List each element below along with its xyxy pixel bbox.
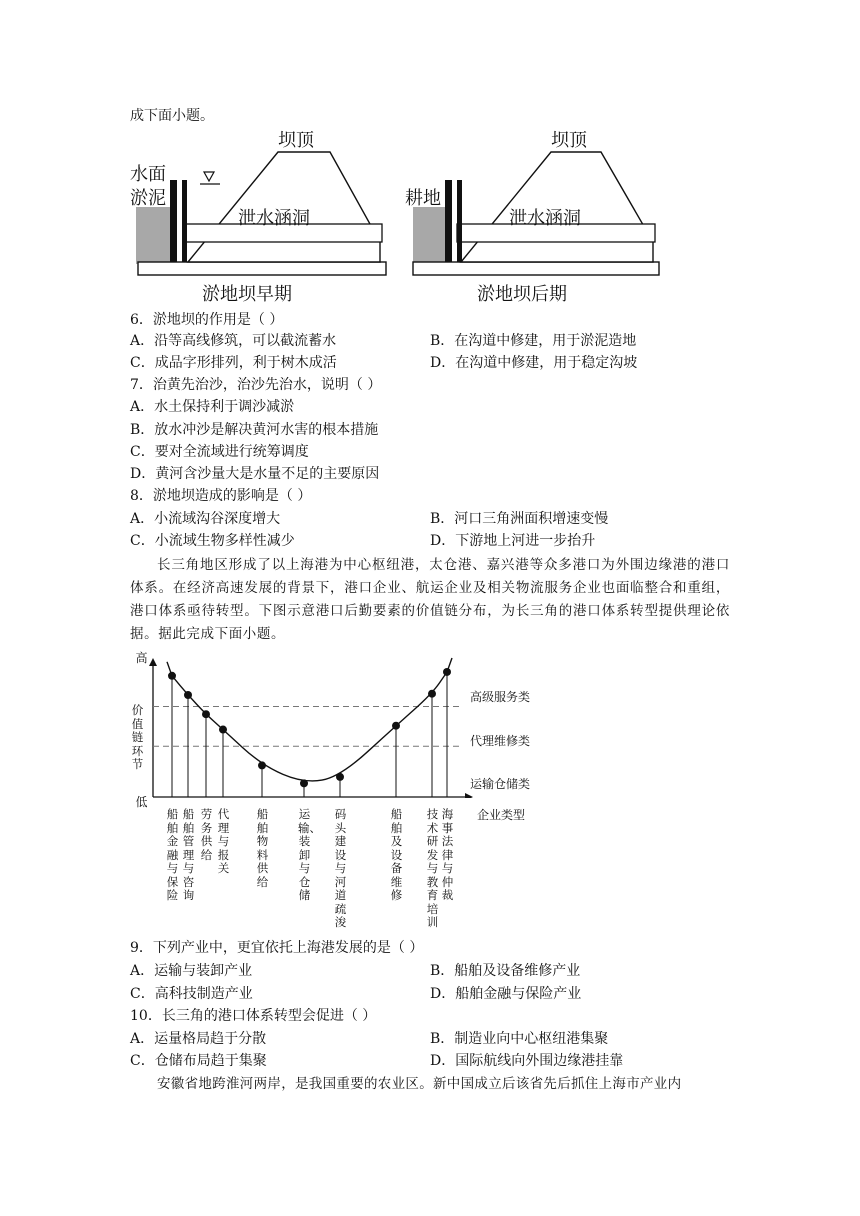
- category-label-1: 船舶管理与咨询: [182, 807, 195, 902]
- q8-option-c: C．小流域生物多样性减少: [130, 533, 295, 549]
- y-axis-low-label: 低: [135, 795, 148, 809]
- water-surface-label: 水面: [130, 164, 166, 185]
- q10-option-c: C．仓储布局趋于集聚: [130, 1053, 267, 1069]
- value-curve: [167, 658, 452, 781]
- q10-stem: 10．长三角的港口体系转型会促进（ ）: [130, 1008, 377, 1024]
- category-label-0: 船舶金融与保险: [166, 807, 179, 902]
- category-label-8: 技术研发与教育培训: [426, 807, 439, 929]
- y-axis-arrow: [149, 658, 157, 666]
- q6-stem: 6．淤地坝的作用是（ ）: [130, 312, 284, 328]
- category-label-6: 码头建设与河道疏浚: [334, 807, 347, 929]
- data-point-3: [219, 726, 227, 734]
- q9-option-d: D．船舶金融与保险产业: [430, 986, 582, 1002]
- data-point-1: [184, 691, 192, 699]
- data-point-4: [258, 761, 266, 769]
- farmland-label: 耕地: [405, 188, 441, 209]
- band-label-mid: 代理维修类: [470, 734, 531, 748]
- category-label-5: 运输、装卸与仓储: [298, 807, 321, 902]
- intake-pipe-inner: [182, 180, 187, 262]
- water-level-icon: [204, 172, 214, 181]
- q7-option-d: D．黄河含沙量大是水量不足的主要原因: [130, 466, 380, 482]
- dam-base: [138, 262, 386, 275]
- culvert-label: 泄水涵洞: [238, 208, 310, 229]
- q9-option-a: A．运输与装卸产业: [130, 963, 253, 979]
- q6-option-b: B．在沟道中修建，用于淤泥造地: [430, 333, 637, 349]
- data-point-9: [443, 668, 451, 676]
- band-label-high: 高级服务类: [470, 690, 531, 704]
- category-label-3: 代理与报关: [217, 807, 230, 875]
- y-axis-high-label: 高: [135, 651, 148, 665]
- anhui-passage: 安徽省地跨淮河两岸，是我国重要的农业区。新中国成立后该省先后抓住上海市产业内: [157, 1076, 682, 1092]
- q7-option-c: C．要对全流域进行统筹调度: [130, 444, 309, 460]
- port-passage: 长三角地区形成了以上海港为中心枢纽港，太仓港、嘉兴港等众多港口为外围边缘港的港口体系。在经济高速发展的背景下，港口企业、航运企业及相关物流服务企业也面临整合和重组，港口体系亟待转型。下图示意港口后勤要素的价值链分布，为长三角的港口体系转型提供理论依据。据此完成下面小题。: [130, 557, 730, 642]
- category-label-4: 船舶物料供给: [256, 807, 269, 889]
- data-point-6: [336, 773, 344, 781]
- q9-option-c: C．高科技制造产业: [130, 986, 253, 1002]
- y-axis-label: 价值链环节: [131, 703, 144, 771]
- intro-tail: 成下面小题。: [130, 108, 214, 124]
- silt-label: 淤泥: [130, 188, 166, 209]
- dam-figure-late: [405, 122, 665, 307]
- band-label-low: 运输仓储类: [470, 777, 531, 791]
- dam-early-caption: 淤地坝早期: [202, 284, 292, 305]
- category-label-2: 劳务供给: [200, 807, 213, 862]
- farmland-fill: [413, 207, 445, 262]
- intake-pipe: [170, 180, 177, 262]
- q7-option-b: B．放水冲沙是解决黄河水害的根本措施: [130, 422, 379, 438]
- q7-option-a: A．水土保持利于调沙减淤: [130, 399, 295, 415]
- category-label-7: 船舶及设备维修: [390, 807, 403, 902]
- dam-top-label: 坝顶: [278, 130, 314, 151]
- q9-stem: 9．下列产业中，更宜依托上海港发展的是（ ）: [130, 940, 424, 956]
- q6-option-a: A．沿等高线修筑，可以截流蓄水: [130, 333, 337, 349]
- q10-option-b: B．制造业向中心枢纽港集聚: [430, 1031, 609, 1047]
- dam-base: [413, 262, 659, 275]
- silt-fill: [136, 207, 170, 264]
- data-point-5: [300, 779, 308, 787]
- q8-option-d: D．下游地上河进一步抬升: [430, 533, 596, 549]
- q10-option-d: D．国际航线向外围边缘港挂靠: [430, 1053, 624, 1069]
- intake-pipe: [445, 180, 452, 262]
- value-chain-chart: [125, 648, 545, 938]
- category-label-9: 海事法律与仲裁: [441, 807, 454, 902]
- culvert-label: 泄水涵洞: [509, 208, 581, 229]
- q7-stem: 7．治黄先治沙，治沙先治水，说明（ ）: [130, 377, 382, 393]
- q6-option-d: D．在沟道中修建，用于稳定沟坡: [430, 355, 638, 371]
- x-axis-arrow: [465, 793, 473, 798]
- x-axis-label: 企业类型: [477, 808, 526, 822]
- intake-pipe-inner: [457, 180, 462, 262]
- q8-option-b: B．河口三角洲面积增速变慢: [430, 511, 609, 527]
- data-point-8: [428, 690, 436, 698]
- data-point-7: [392, 722, 400, 730]
- q9-option-b: B．船舶及设备维修产业: [430, 963, 581, 979]
- q10-option-a: A．运量格局趋于分散: [130, 1031, 267, 1047]
- data-point-0: [168, 672, 176, 680]
- q6-option-c: C．成品字形排列，利于树木成活: [130, 355, 337, 371]
- dam-figure-early: [130, 122, 390, 307]
- data-point-2: [202, 710, 210, 718]
- q8-option-a: A．小流域沟谷深度增大: [130, 511, 281, 527]
- dam-late-caption: 淤地坝后期: [477, 284, 567, 305]
- dam-top-label: 坝顶: [551, 130, 587, 151]
- q8-stem: 8．淤地坝造成的影响是（ ）: [130, 488, 312, 504]
